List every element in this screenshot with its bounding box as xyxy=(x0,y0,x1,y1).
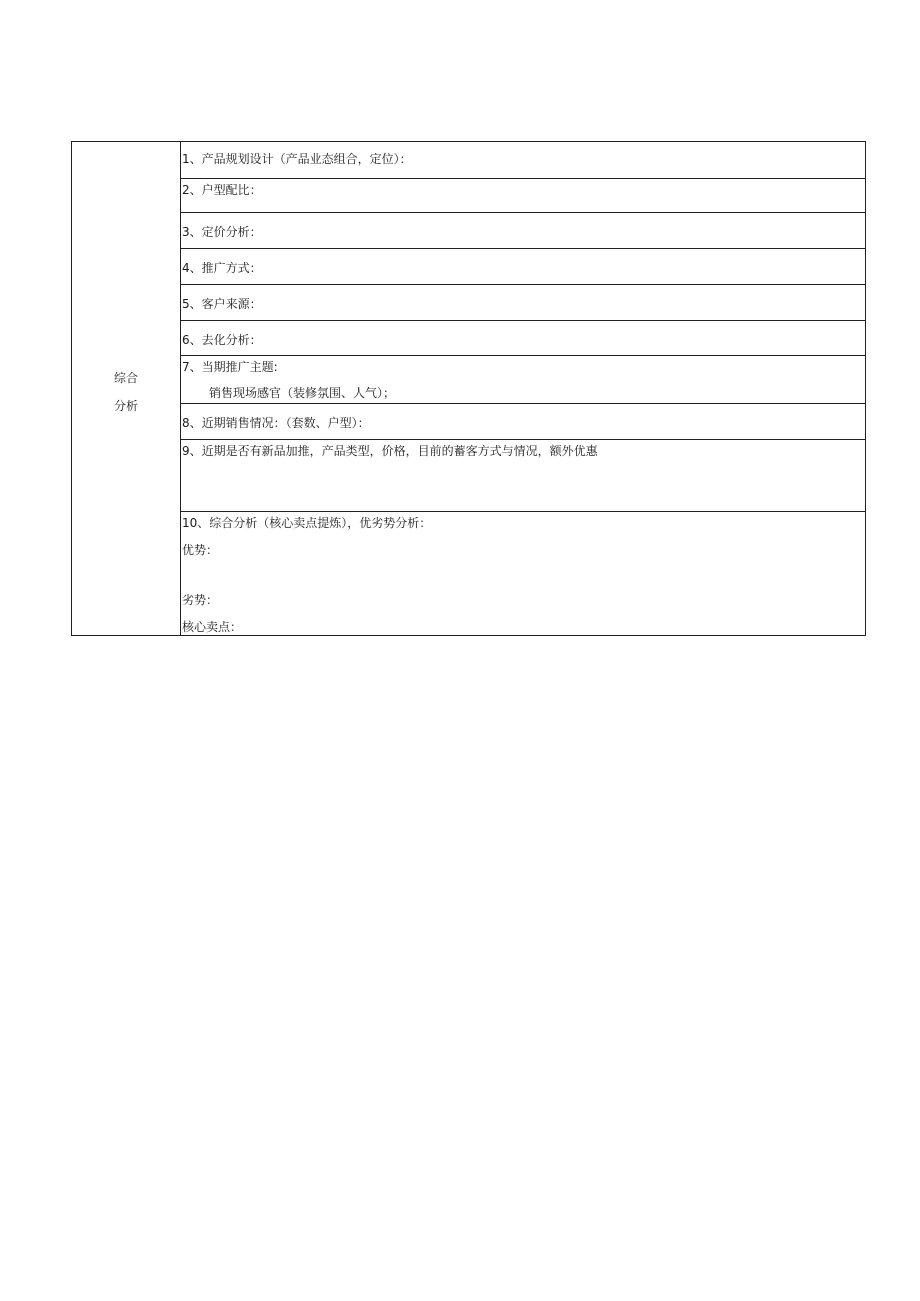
advantage-label: 优势： xyxy=(182,542,219,557)
section-label-line2: 分析 xyxy=(113,399,138,413)
row-promotion-theme xyxy=(181,356,865,404)
row-text: 6、去化分析： xyxy=(182,332,262,347)
analysis-table xyxy=(71,141,866,636)
section-label-cell xyxy=(72,142,181,635)
content-column xyxy=(181,142,865,635)
disadvantage-label: 劣势： xyxy=(182,592,219,607)
row-text: 4、推广方式： xyxy=(182,261,262,276)
row-new-products xyxy=(181,440,865,512)
row-comprehensive xyxy=(181,512,865,635)
row-text: 10、综合分析（核心卖点提炼），优劣势分析： xyxy=(182,515,432,530)
row-pricing xyxy=(181,213,865,249)
row-recent-sales xyxy=(181,404,865,440)
row-text: 9、近期是否有新品加推，产品类型，价格，目前的蓄客方式与情况，额外优惠 xyxy=(182,443,598,458)
row-promotion xyxy=(181,249,865,285)
row-text: 1、产品规划设计（产品业态组合，定位）： xyxy=(182,152,412,166)
row-text: 5、客户来源： xyxy=(182,296,262,311)
row-text: 3、定价分析： xyxy=(182,225,262,240)
row-absorption xyxy=(181,321,865,357)
section-label-line1: 综合 xyxy=(113,371,138,385)
section-label xyxy=(72,364,180,420)
selling-points-label: 核心卖点： xyxy=(182,619,243,634)
row-product-planning xyxy=(181,142,865,179)
row-unit-ratio xyxy=(181,179,865,214)
row-text: 2、户型配比： xyxy=(182,182,262,197)
row-subtext: 销售现场感官（装修氛围、人气）； xyxy=(209,386,396,401)
row-text: 7、当期推广主题: xyxy=(182,360,278,375)
row-customer-source xyxy=(181,285,865,321)
row-text: 8、近期销售情况：（套数、户型）： xyxy=(182,415,370,430)
